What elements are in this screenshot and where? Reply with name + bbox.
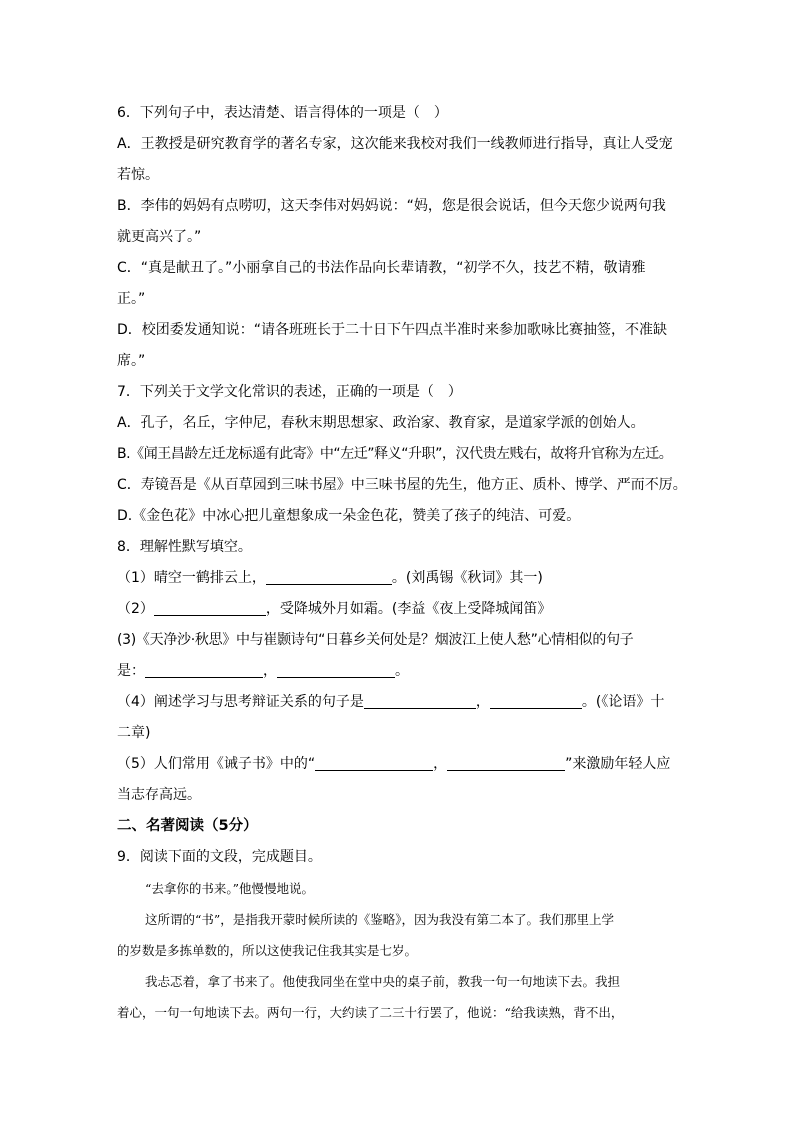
q9-passage-p1: “去拿你的书来。”他慢慢地说。 [145,881,315,896]
q6-option-a-line1: A．王教授是研究教育学的著名专家，这次能来我校对我们一线教师进行指导，真让人受宠 [117,136,673,152]
q8-item-3-prefix: 是： [117,663,145,679]
q8-item-3-comma: ， [263,663,277,679]
q6-option-b-line1: B．李伟的妈妈有点唠叨，这天李伟对妈妈说：“妈，您是很会说话，但今天您少说两句我 [117,198,666,214]
q7-option-d: D.《金色花》中冰心把儿童想象成一朵金色花，赞美了孩子的纯洁、可爱。 [117,508,581,524]
q8-stem: 8．理解性默写填空。 [117,539,252,555]
q8-item-1-suffix: 。(刘禹锡《秋词》其一) [391,570,543,586]
q8-item-2-prefix: （2） [117,601,154,617]
q6-option-d-line2: 席。” [117,353,146,369]
q9-stem: 9．阅读下面的文段，完成题目。 [117,849,322,865]
q8-item-4-suffix: 。(《论语》十 [581,694,665,710]
q8-item-3-line2 [117,656,689,687]
q8-item-5-prefix: （5）人们常用《诫子书》中的“ [117,756,316,772]
exam-page [117,98,689,1028]
q9-passage-p3-line1: 我忐忑着，拿了书来了。他使我同坐在堂中央的桌子前，教我一句一句地读下去。我担 [145,974,621,989]
q8-item-2-suffix: ，受降城外月如霜。(李益《夜上受降城闻笛》 [265,601,552,617]
q9-passage-p2-line2: 的岁数是多拣单数的，所以这使我记住我其实是七岁。 [117,943,418,958]
q8-item-2-blank[interactable] [154,597,266,616]
q8-item-5-blank-2[interactable] [447,752,565,771]
q8-item-4-comma: ， [475,694,490,710]
q8-item-5-comma: ， [433,756,448,772]
q7-option-a: A．孔子，名丘，字仲尼，春秋末期思想家、政治家、教育家，是道家学派的创始人。 [117,415,645,431]
q6-option-c-line1: C．“真是献丑了。”小丽拿自己的书法作品向长辈请教，“初学不久，技艺不精，敬请雅 [117,260,646,276]
q6-option-b-line2: 就更高兴了。” [117,229,202,245]
q8-item-4-prefix: （4）阐述学习与思考辩证关系的句子是 [117,694,364,710]
q8-item-4-line1 [117,687,689,718]
q8-item-4-line2: 二章) [117,725,151,741]
q7-option-b: B.《闻王昌龄左迁龙标遥有此寄》中“左迁”释义“升职”，汉代贵左贱右，故将升官称为左迁。 [117,446,673,462]
q8-item-5-line1 [117,749,689,780]
q8-item-5-line2: 当志存高远。 [117,787,201,803]
q8-item-3-line1: (3)《天净沙·秋思》中与崔颢诗句“日暮乡关何处是？烟波江上使人愁”心情相似的句子 [117,632,634,648]
q8-item-3-suffix: 。 [395,663,409,679]
q7-option-c: C．寿镜吾是《从百草园到三味书屋》中三味书屋的先生，他方正、质朴、博学、严而不厉。 [117,477,687,493]
q7-stem: 7．下列关于文学文化常识的表述，正确的一项是（ ） [117,384,462,400]
section-2-heading: 二、名著阅读（5分） [117,818,258,834]
q8-item-5-suffix: ”来激励年轻人应 [565,756,671,772]
q6-option-c-line2: 正。” [117,291,146,307]
q8-item-3-blank-1[interactable] [145,659,263,678]
q6-option-d-line1: D．校团委发通知说：“请各班班长于二十日下午四点半准时来参加歌咏比赛抽签，不准缺 [117,322,668,338]
q8-item-5-blank-1[interactable] [315,752,433,771]
q9-passage-p2-line1: 这所谓的“书”，是指我开蒙时候所读的《鉴略》，因为我没有第二本了。我们那里上学 [145,912,615,927]
q6-stem: 6．下列句子中，表达清楚、语言得体的一项是（ ） [117,105,448,121]
q9-passage-p3-line2: 着心，一句一句地读下去。两句一行，大约读了二三十行罢了，他说：“给我读熟，背不出， [117,1005,624,1020]
q8-item-1 [117,563,689,594]
q8-item-3-blank-2[interactable] [277,659,395,678]
q8-item-1-prefix: （1）晴空一鹤排云上， [117,570,266,586]
q8-item-2 [117,594,689,625]
q8-item-4-blank-2[interactable] [490,690,582,709]
q8-item-4-blank-1[interactable] [364,690,476,709]
q6-option-a-line2: 若惊。 [117,167,159,183]
q8-item-1-blank[interactable] [266,566,392,585]
